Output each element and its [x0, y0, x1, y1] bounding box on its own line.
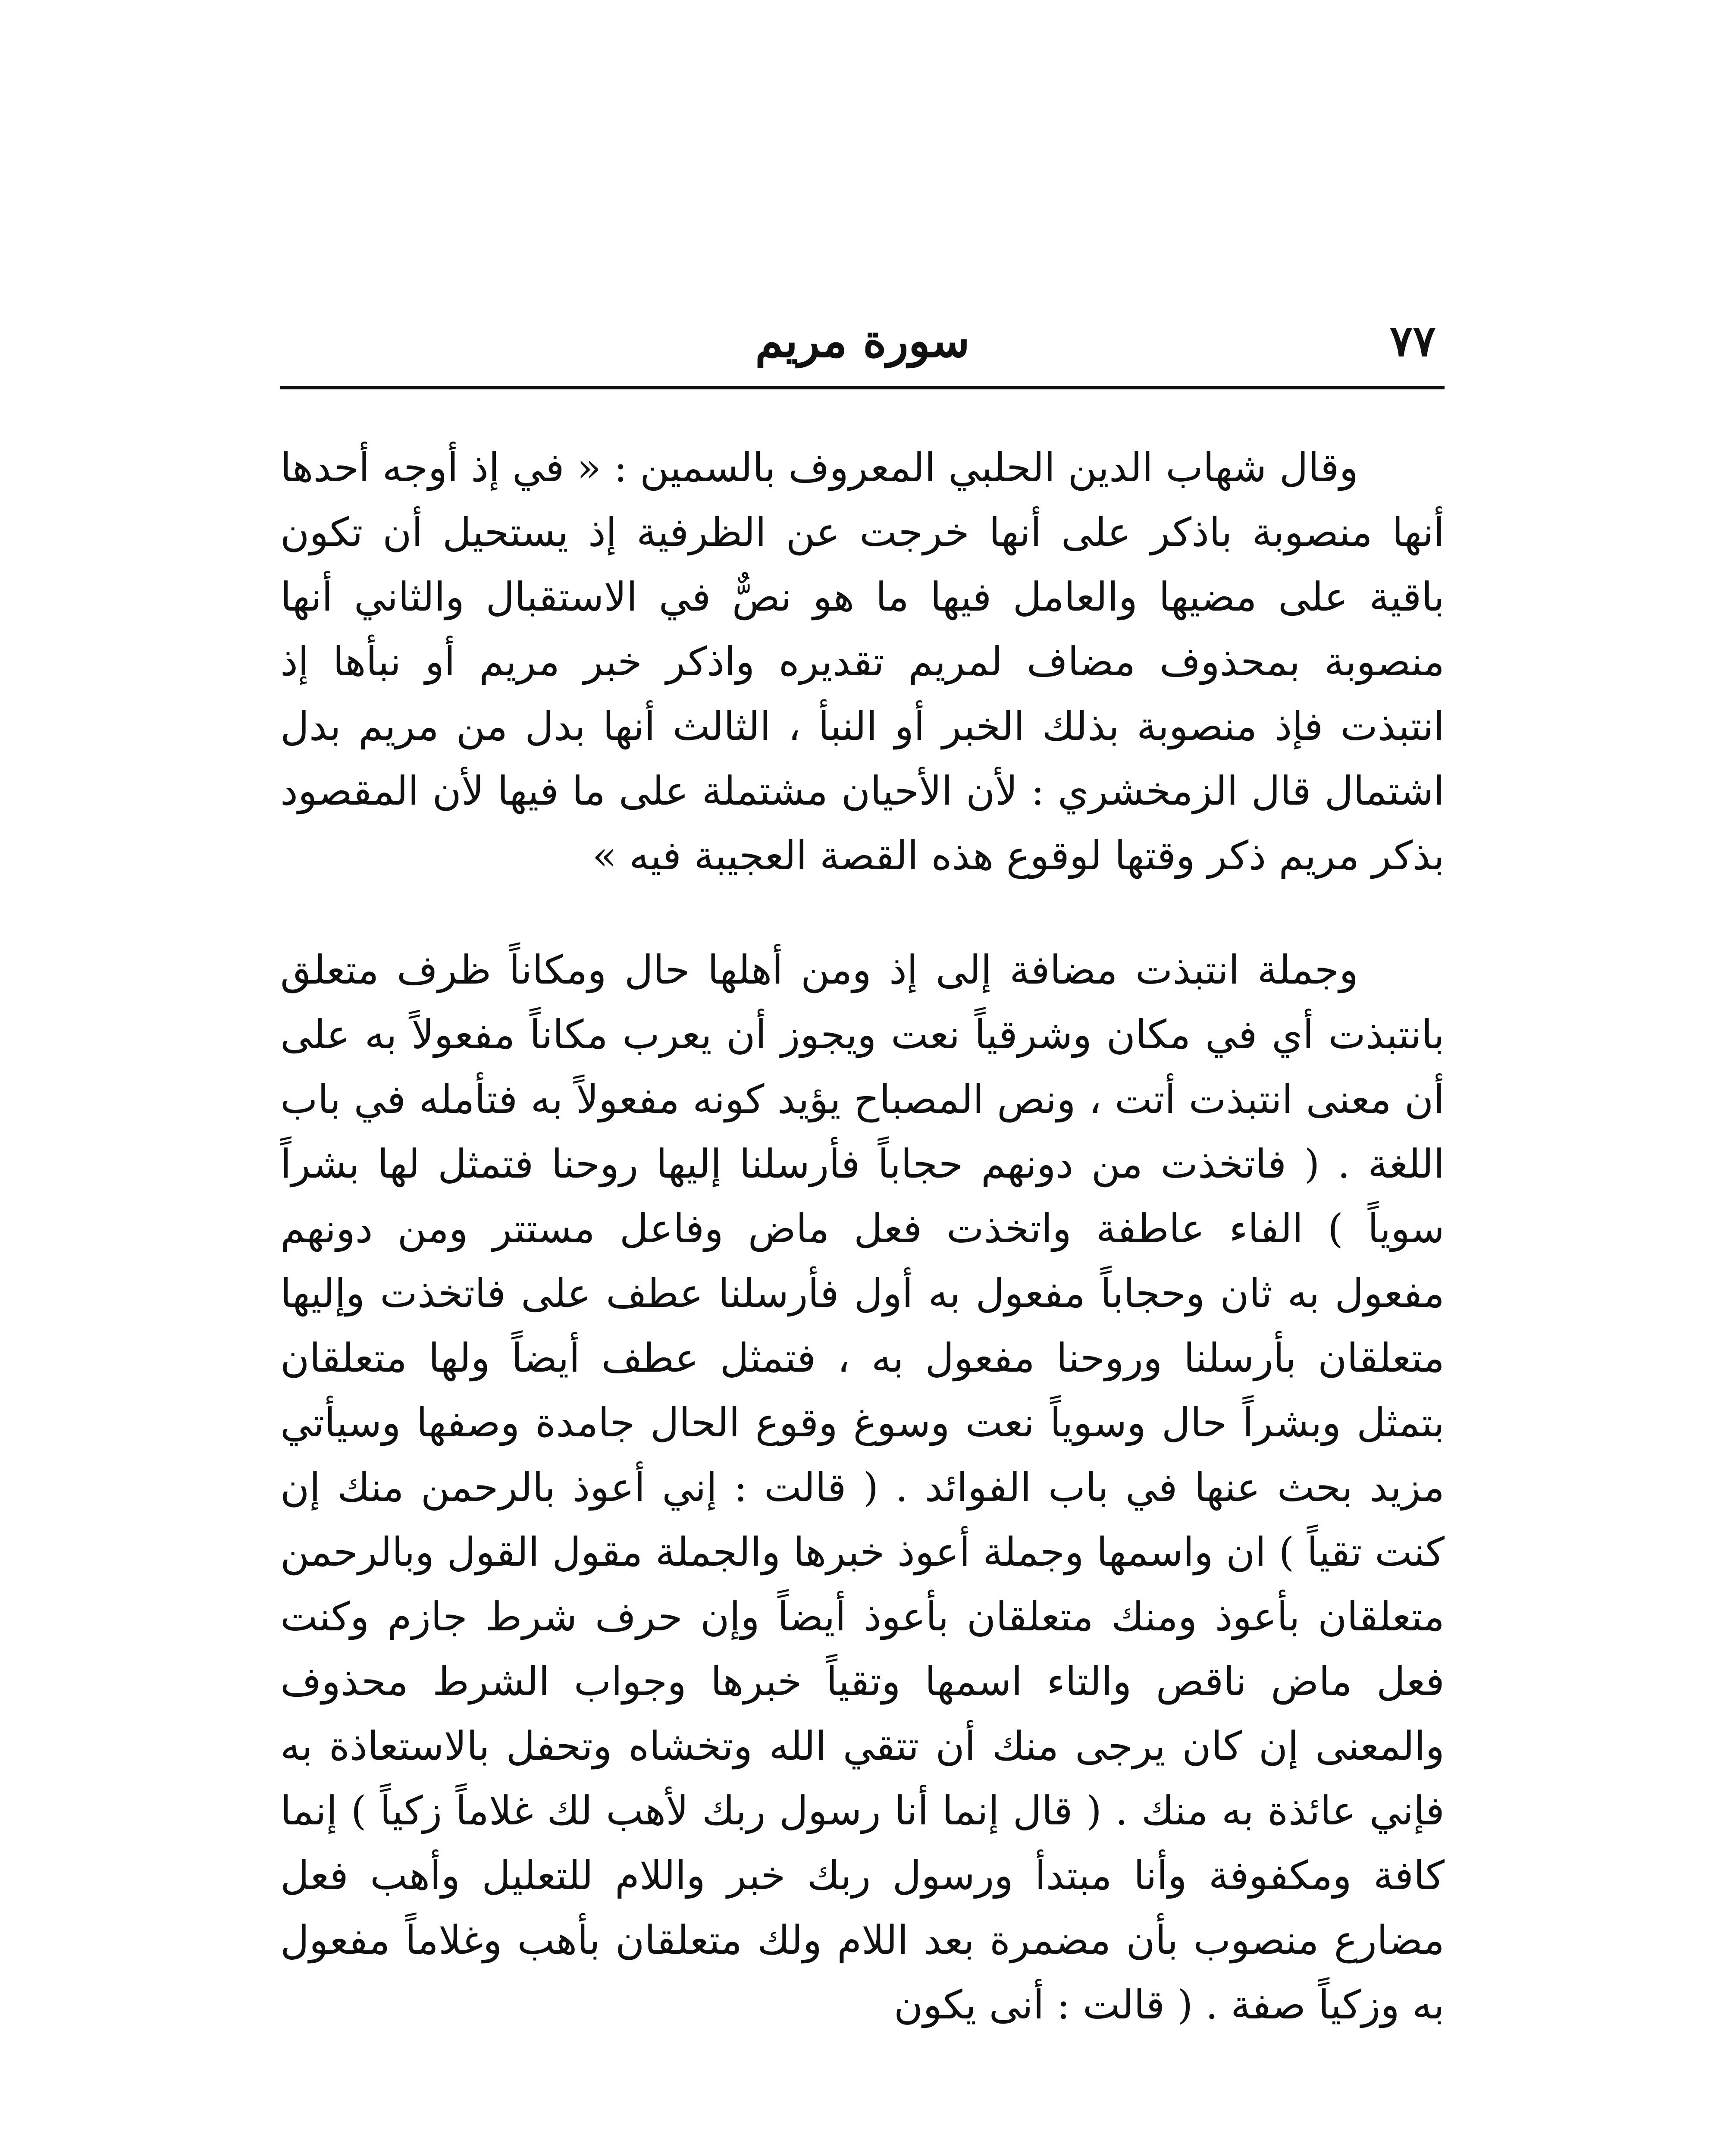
paragraph-1: وقال شهاب الدين الحلبي المعروف بالسمين : « في إذ أوجه أحدها أنها منصوبة باذكر على أنها خرجت عن الظرفية إذ يستحيل أن تكون باقية على مضيها والعامل فيها ما هو نصٌّ في الاستقبال والثاني أنها منصوبة بمحذوف مضاف لمريم تقديره واذكر خبر مريم أو نبأها إذ انتبذت فإذ منصوبة بذلك الخبر أو النبأ ، الثالث أنها بدل من مريم بدل اشتمال قال الزمخشري : لأن الأحيان مشتملة على ما فيها لأن المقصود بذكر مريم ذكر وقتها لوقوع هذه القصة العجيبة فيه »	[280, 445, 1445, 879]
paragraph-2: وجملة انتبذت مضافة إلى إذ ومن أهلها حال ومكاناً ظرف متعلق بانتبذت أي في مكان وشرقياً نعت ويجوز أن يعرب مكاناً مفعولاً به على أن معنى انتبذت أتت ، ونص المصباح يؤيد كونه مفعولاً به فتأمله في باب اللغة . ( فاتخذت من دونهم حجاباً فأرسلنا إليها روحنا فتمثل لها بشراً سوياً ) الفاء عاطفة واتخذت فعل ماض وفاعل مستتر ومن دونهم مفعول به ثان وحجاباً مفعول به أول فأرسلنا عطف على فاتخذت وإليها متعلقان بأرسلنا وروحنا مفعول به ، فتمثل عطف أيضاً ولها متعلقان بتمثل وبشراً حال وسوياً نعت وسوغ وقوع الحال جامدة وصفها وسيأتي مزيد بحث عنها في باب الفوائد . ( قالت : إني أعوذ بالرحمن منك إن كنت تقياً ) ان واسمها وجملة أعوذ خبرها والجملة مقول القول وبالرحمن متعلقان بأعوذ ومنك متعلقان بأعوذ أيضاً وإن حرف شرط جازم وكنت فعل ماض ناقص والتاء اسمها وتقياً خبرها وجواب الشرط محذوف والمعنى إن كان يرجى منك أن تتقي الله وتخشاه وتحفل بالاستعاذة به فإني عائذة به منك . ( قال إنما أنا رسول ربك لأهب لك غلاماً زكياً ) إنما كافة ومكفوفة وأنا مبتدأ ورسول ربك خبر واللام للتعليل وأهب فعل مضارع منصوب بأن مضمرة بعد اللام ولك متعلقان بأهب وغلاماً مفعول به وزكياً صفة . ( قالت : أنى يكون	[280, 947, 1445, 2028]
page-header	[280, 302, 1445, 388]
running-title: سورة مريم	[755, 314, 970, 367]
body-text	[280, 436, 1445, 2037]
page-number: ٧٧	[1389, 315, 1436, 366]
header-rule	[280, 386, 1445, 389]
